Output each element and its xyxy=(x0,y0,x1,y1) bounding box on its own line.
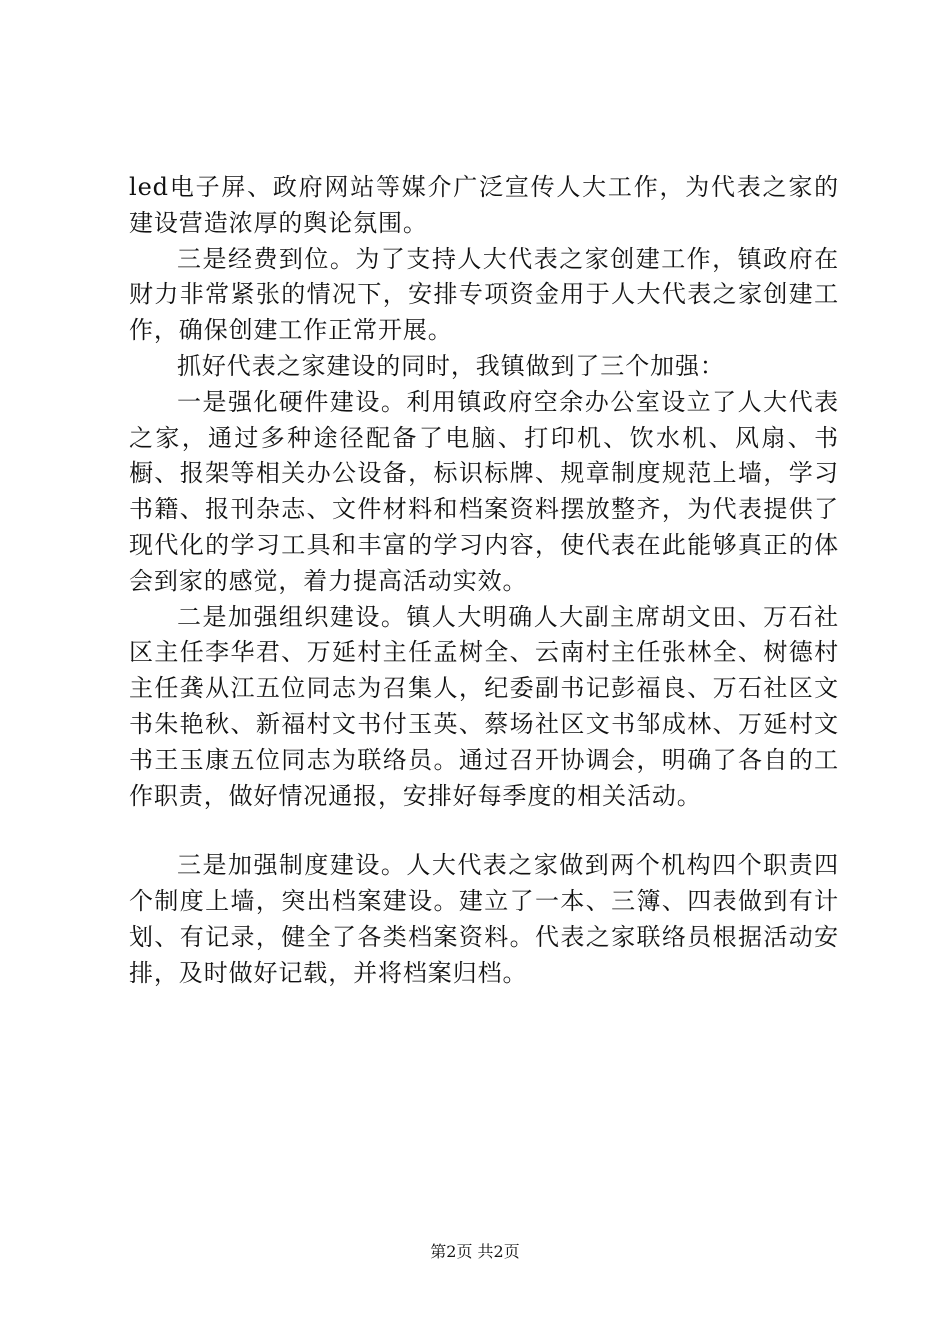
paragraph-three-strengthenings-intro: 抓好代表之家建设的同时，我镇做到了三个加强： xyxy=(177,351,725,380)
paragraph-funding: 三是经费到位。为了支持人大代表之家创建工作，镇政府在财力非常紧张的情况下，安排专项资金用于人大代表之家创建工作，确保创建工作正常开展。 xyxy=(129,244,839,345)
paragraph-system-construction: 三是加强制度建设。人大代表之家做到两个机构四个职责四个制度上墙，突出档案建设。建立了一本、三簿、四表做到有计划、有记录，健全了各类档案资料。代表之家联络员根据活动安排，及时做好记载，并将档案归档。 xyxy=(129,851,839,987)
page-number-footer: 第2页 共2页 xyxy=(430,1242,520,1261)
paragraph-organization-construction: 二是加强组织建设。镇人大明确人大副主席胡文田、万石社区主任李华君、万延村主任孟树全、云南村主任张林全、树德村主任龚从江五位同志为召集人，纪委副书记彭福良、万石社区文书朱艳秋、新福村文书付玉英、蔡场社区文书邹成林、万延村文书王玉康五位同志为联络员。通过召开协调会，明确了各自的工作职责，做好情况通报，安排好每季度的相关活动。 xyxy=(129,602,839,810)
paragraph-hardware-construction: 一是强化硬件建设。利用镇政府空余办公室设立了人大代表之家，通过多种途径配备了电脑、打印机、饮水机、风扇、书橱、报架等相关办公设备，标识标牌、规章制度规范上墙，学习书籍、报刊杂志、文件材料和档案资料摆放整齐，为代表提供了现代化的学习工具和丰富的学习内容，使代表在此能够真正的体会到家的感觉，着力提高活动实效。 xyxy=(129,387,839,595)
document-body xyxy=(129,170,839,992)
paragraph-publicity-continued: led电子屏、政府网站等媒介广泛宣传人大工作，为代表之家的建设营造浓厚的舆论氛围。 xyxy=(129,173,839,237)
